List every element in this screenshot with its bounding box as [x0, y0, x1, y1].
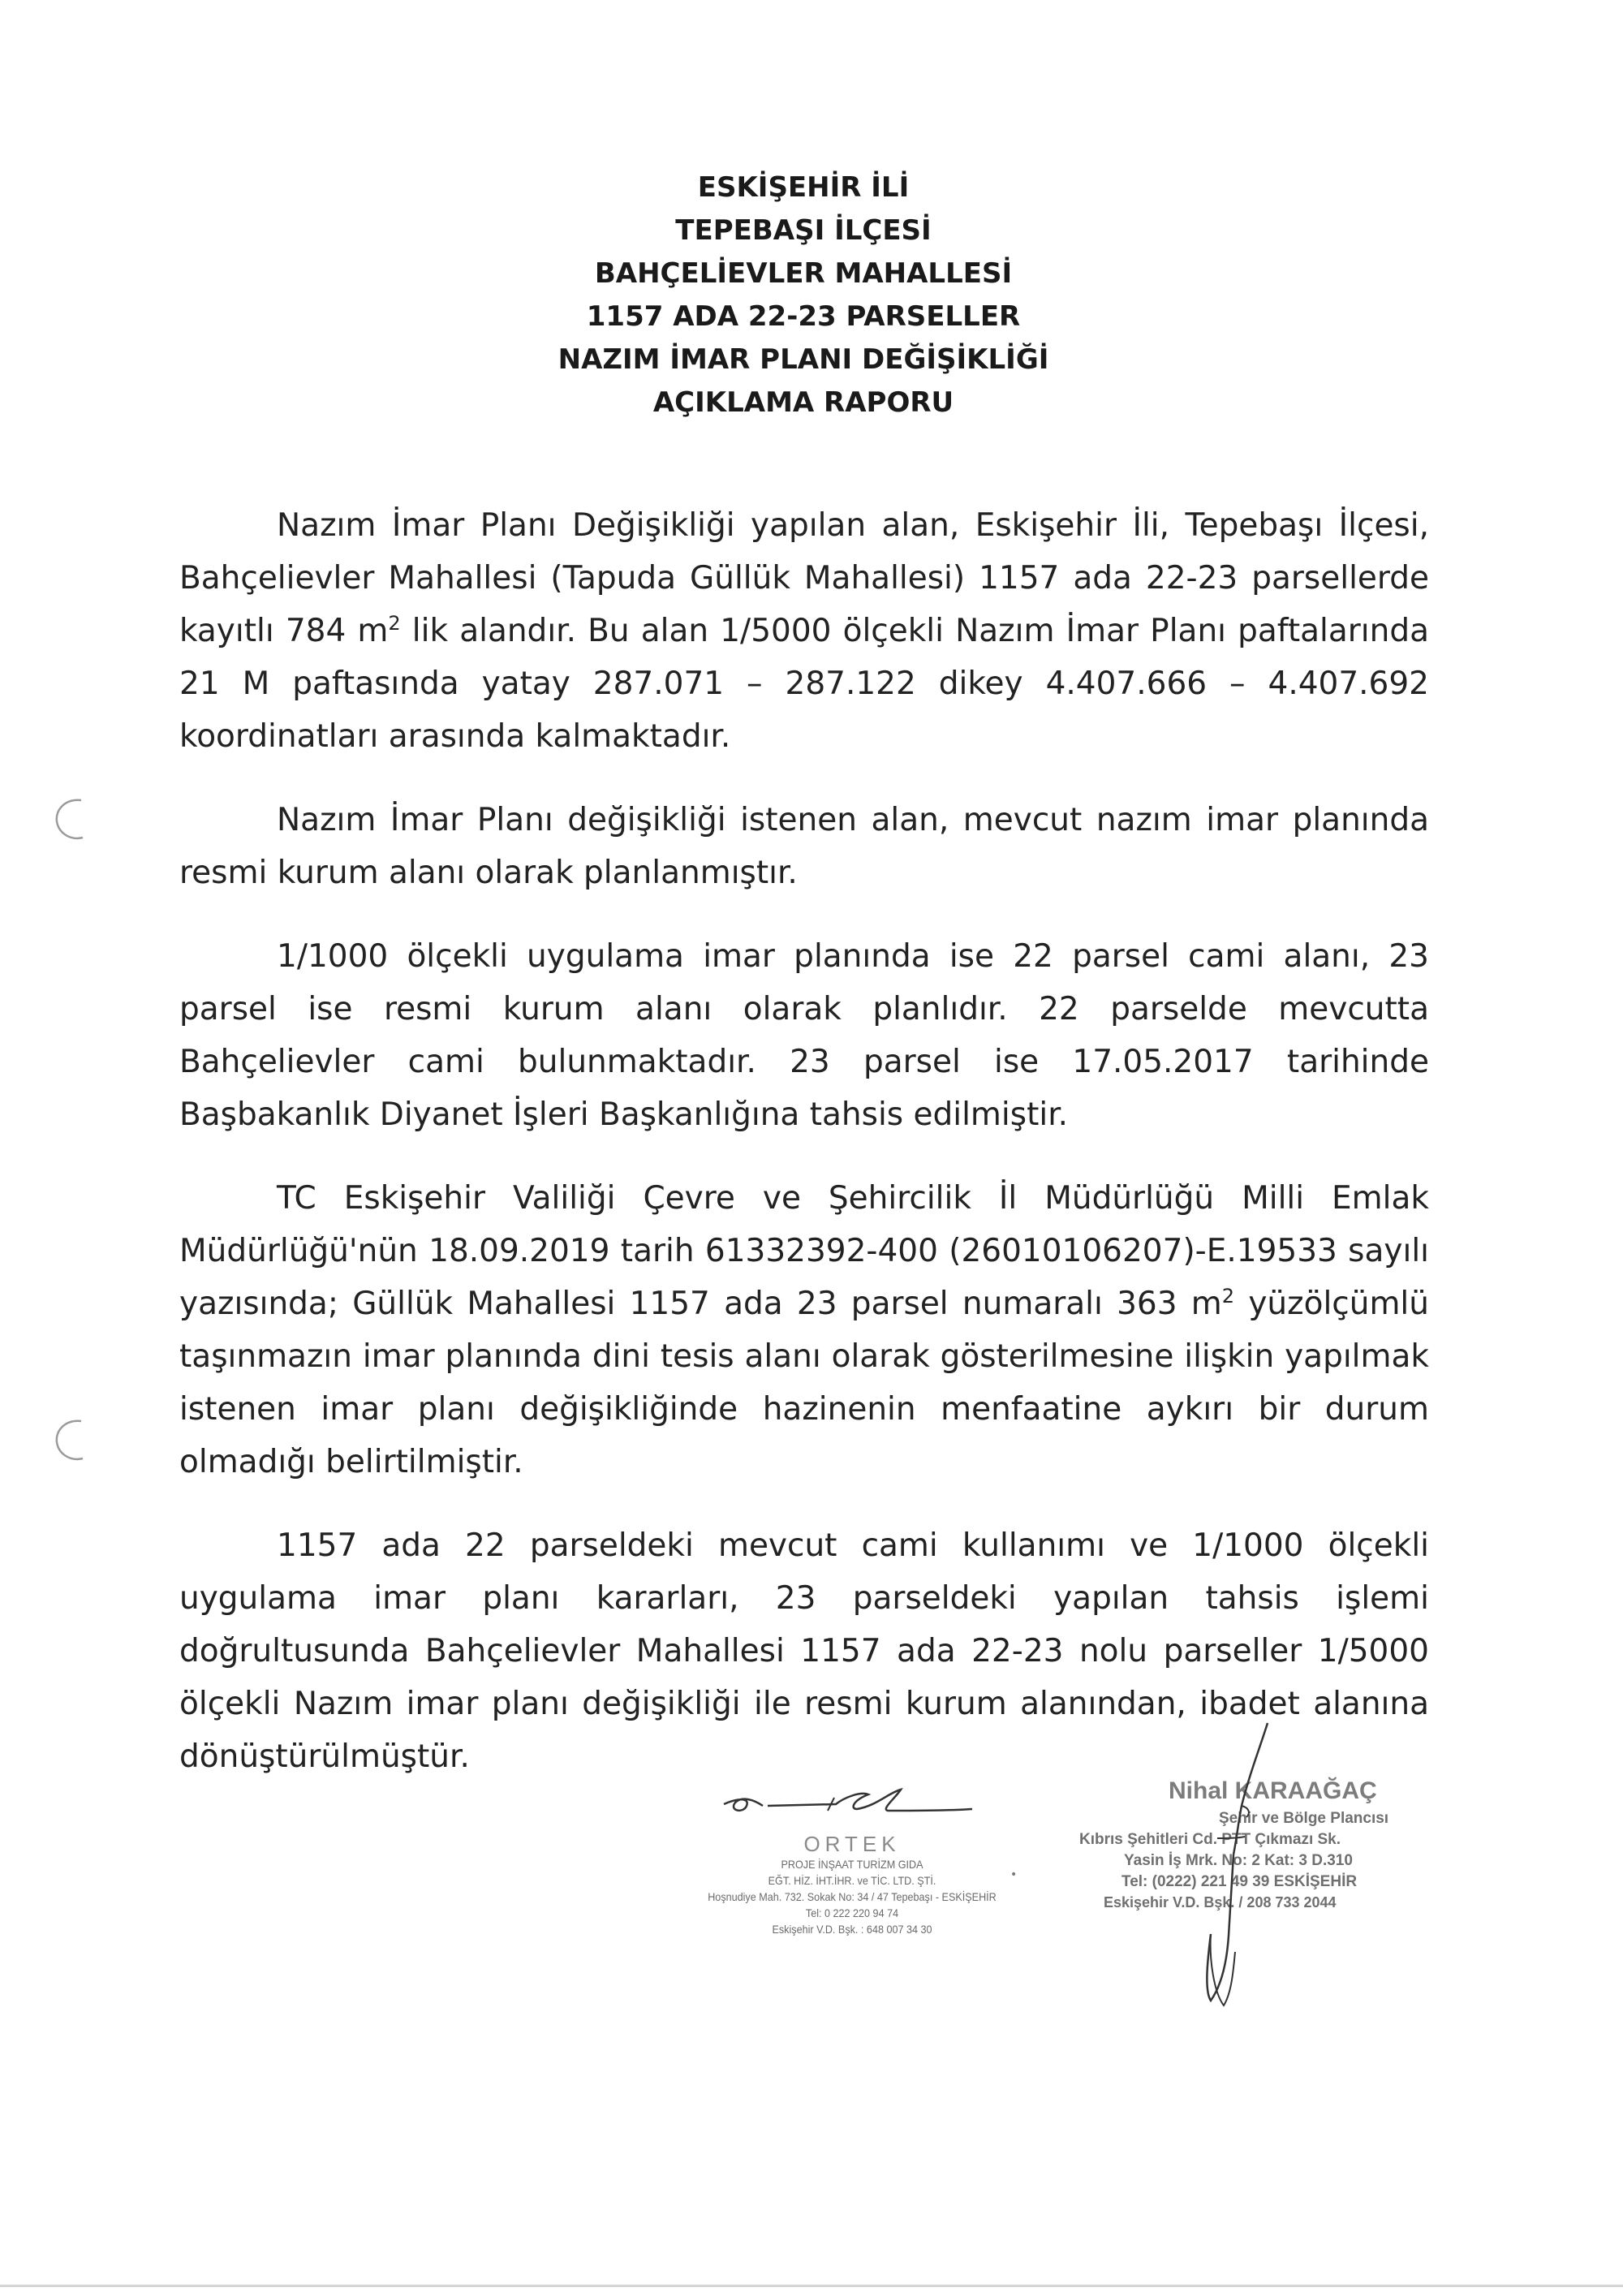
paragraph-1-text: Nazım İmar Planı Değişikliği yapılan alan, Eskişehir İli, Tepebaşı İlçesi, Bahçelievler Mahallesi (Tapuda Güllük Mahallesi) 1157 ada 22-23 parsellerde kayıtlı 784 m: [179, 507, 1429, 649]
stamp-company-name: ORTEK: [803, 1832, 901, 1856]
stamp-line-1: PROJE İNŞAAT TURİZM GIDA: [781, 1858, 923, 1871]
signature-left-icon: [714, 1773, 982, 1830]
superscript-2: 2: [1221, 1285, 1235, 1307]
document-title: [243, 166, 1363, 424]
paragraph-3: 1/1000 ölçekli uygulama imar planında ise 22 parsel cami alanı, 23 parsel ise resmi kurum alanı olarak planlıdır. 22 parselde mevcutta Bahçelievler cami bulunmaktadır. 23 parsel ise 17.05.2017 tarihinde Başbakanlık Diyanet İşleri Başkanlığına tahsis edilmiştir.: [179, 938, 1429, 1133]
title-report: AÇIKLAMA RAPORU: [652, 386, 954, 419]
paragraph-1: [179, 499, 1429, 763]
page-bottom-edge: [0, 2285, 1623, 2287]
paragraph-5: 1157 ada 22 parseldeki mevcut cami kullanımı ve 1/1000 ölçekli uygulama imar planı kararları, 23 parseldeki yapılan tahsis işlemi doğrultusunda Bahçelievler Mahallesi 1157 ada 22-23 nolu parseller 1/5000 ölçekli Nazım imar planı değişikliği ile resmi kurum alanından, ibadet alanına dönüştürülmüştür.: [179, 1527, 1429, 1775]
stamp-line-3: Hoşnudiye Mah. 732. Sokak No: 34 / 47 Tepebaşı - ESKİŞEHİR: [708, 1890, 997, 1903]
paragraph-1-rest: lik alandır. Bu alan 1/5000 ölçekli Nazım İmar Planı paftalarında 21 M paftasında yatay 287.071 – 287.122 dikey 4.407.666 – 4.407.692 koordinatları arasında kalmaktadır.: [179, 613, 1429, 755]
paragraph-2: Nazım İmar Planı değişikliği istenen alan, mevcut nazım imar planında resmi kurum alanı olarak planlanmıştır.: [179, 802, 1429, 891]
signature-right-icon: [1160, 1717, 1371, 2041]
title-plan-change: NAZIM İMAR PLANI DEĞİŞİKLİĞİ: [558, 343, 1049, 376]
title-district: TEPEBAŞI İLÇESİ: [675, 214, 932, 247]
planner-title: Şehir ve Bölge Plancısı: [1219, 1810, 1389, 1827]
paragraph-4-text: TC Eskişehir Valiliği Çevre ve Şehircilik İl Müdürlüğü Milli Emlak Müdürlüğü'nün 18.09.2019 tarih 61332392-400 (26010106207)-E.19533 sayılı yazısında; Güllük Mahallesi 1157 ada 23 parsel numaralı 363 m: [179, 1180, 1429, 1322]
title-province: ESKİŞEHİR İLİ: [697, 171, 910, 204]
paragraph-4-rest: yüzölçümlü taşınmazın imar planında dini tesis alanı olarak gösterilmesine ilişkin yapılmak istenen imar planı değişikliğinde hazinenin menfaatine aykırı bir durum olmadığı belirtilmiştir.: [179, 1286, 1429, 1480]
punch-hole-icon: [50, 1416, 93, 1465]
planner-phone: Tel: (0222) 221 49 39 ESKİŞEHİR: [1121, 1873, 1358, 1890]
planner-address-1: Kıbrıs Şehitleri Cd. PTT Çıkmazı Sk.: [1079, 1831, 1341, 1848]
title-neighborhood: BAHÇELİEVLER MAHALLESİ: [594, 257, 1013, 290]
stamp-line-5: Eskişehir V.D. Bşk. : 648 007 34 30: [772, 1923, 932, 1936]
paragraph-4: [179, 1172, 1429, 1488]
planner-name: Nihal KARAAĞAÇ: [1169, 1777, 1377, 1804]
punch-hole-icon: [50, 795, 93, 844]
superscript-2: 2: [388, 612, 401, 635]
report-body: [179, 499, 1429, 1814]
planner-address-2: Yasin İş Mrk. No: 2 Kat: 3 D.310: [1124, 1852, 1353, 1869]
stamp-line-2: EĞT. HİZ. İHT.İHR. ve TİC. LTD. ŞTİ.: [768, 1874, 936, 1887]
stamp-line-4: Tel: 0 222 220 94 74: [805, 1906, 899, 1919]
stamp-dot: •: [1010, 1868, 1018, 1881]
title-parcels: 1157 ADA 22-23 PARSELLER: [586, 300, 1021, 333]
company-stamp: [641, 1773, 1063, 1992]
planner-tax-office: Eskişehir V.D. Bşk. / 208 733 2044: [1104, 1894, 1337, 1910]
